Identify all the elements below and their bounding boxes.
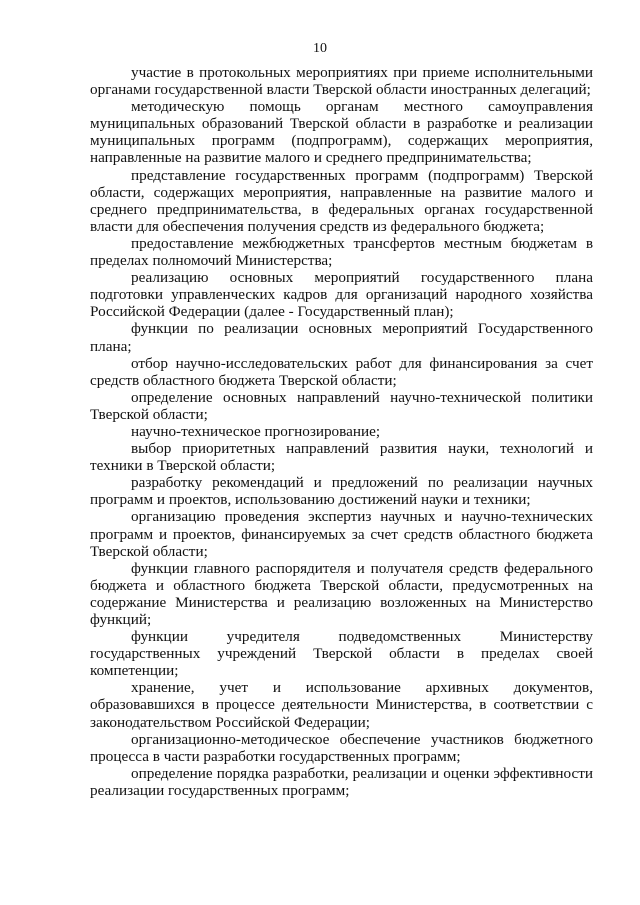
list-paragraph: участие в протокольных мероприятиях при приеме исполнительными органами государственной власти Тверской области иностранных делегаций;: [90, 64, 593, 99]
list-paragraph: отбор научно-исследовательских работ для финансирования за счет средств областного бюджета Тверской области;: [90, 354, 593, 389]
list-paragraph: представление государственных программ (подпрограмм) Тверской области, содержащих мероприятия, направленные на развитие малого и среднего предпринимательства, в федеральных органах государственной власти для обеспечения получения средств из федерального бюджета;: [90, 166, 593, 235]
list-paragraph: хранение, учет и использование архивных документов, образовавшихся в процессе деятельности Министерства, в соответствии с законодательством Российской Федерации;: [90, 679, 593, 731]
list-paragraph: научно-техническое прогнозирование;: [131, 422, 381, 440]
list-paragraph: организационно-методическое обеспечение участников бюджетного процесса в части разработки государственных программ;: [90, 730, 593, 765]
list-paragraph: предоставление межбюджетных трансфертов местным бюджетам в пределах полномочий Министерства;: [90, 234, 593, 270]
list-paragraph: разработку рекомендаций и предложений по реализации научных программ и проектов, использованию достижений науки и техники;: [90, 474, 593, 509]
list-paragraph: реализацию основных мероприятий государственного плана подготовки управленческих кадров для организаций народного хозяйства Российской Федерации (далее - Государственный план);: [90, 269, 593, 321]
list-paragraph: функции главного распорядителя и получателя средств федерального бюджета и областного бюджета Тверской области, предусмотренных на содержание Министерства и реализацию возложенных на Министерство функций;: [90, 559, 593, 628]
document-body: [90, 64, 593, 799]
list-paragraph: методическую помощь органам местного самоуправления муниципальных образований Тверской области в разработке и реализации муниципальных программ (подпрограмм), содержащих мероприятия, направленные на развитие малого и среднего предпринимательства;: [90, 98, 593, 167]
list-paragraph: выбор приоритетных направлений развития науки, технологий и техники в Тверской области;: [90, 440, 593, 475]
list-paragraph: функции учредителя подведомственных Министерству государственных учреждений Тверской области в пределах своей компетенции;: [90, 628, 593, 680]
page-number: 10: [313, 41, 327, 56]
list-paragraph: определение основных направлений научно-технической политики Тверской области;: [90, 388, 593, 423]
list-paragraph: функции по реализации основных мероприятий Государственного плана;: [90, 320, 593, 355]
list-paragraph: определение порядка разработки, реализации и оценки эффективности реализации государственных программ;: [90, 764, 593, 799]
list-paragraph: организацию проведения экспертиз научных и научно-технических программ и проектов, финансируемых за счет средств областного бюджета Тверской области;: [90, 508, 593, 560]
